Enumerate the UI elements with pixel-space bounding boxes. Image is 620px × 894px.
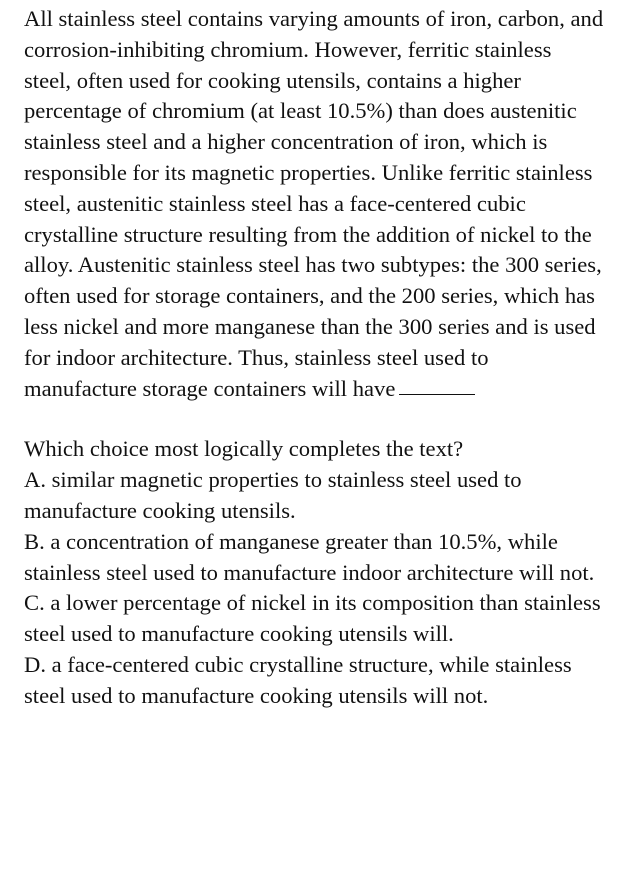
choice-d[interactable]	[24, 650, 604, 712]
passage-text: All stainless steel contains varying amounts of iron, carbon, and corrosion-inhibiting chromium. However, ferritic stainless steel, often used for cooking utensils, contains a higher percentage of chromium (at least 10.5%) than does austenitic stainless steel and a higher concentration of iron, which is responsible for its magnetic properties. Unlike ferritic stainless steel, austenitic stainless steel has a face-centered cubic crystalline structure resulting from the addition of nickel to the alloy. Austenitic stainless steel has two subtypes: the 300 series, often used for storage containers, and the 200 series, which has less nickel and more manganese than the 300 series and is used for indoor architecture. Thus, stainless steel used to manufacture storage containers will have	[24, 6, 604, 401]
choice-letter: D.	[24, 651, 46, 677]
choice-letter: B.	[24, 528, 45, 554]
choice-text: similar magnetic properties to stainless steel used to manufacture cooking utensils.	[24, 467, 522, 523]
choice-text: a lower percentage of nickel in its composition than stainless steel used to manufacture cooking utensils will.	[24, 590, 601, 647]
answer-choices	[24, 465, 604, 711]
choice-c[interactable]	[24, 588, 604, 650]
choice-letter: C.	[24, 590, 45, 616]
answer-blank	[399, 394, 475, 395]
question-prompt: Which choice most logically completes the text?	[24, 436, 464, 462]
choice-letter: A.	[24, 467, 46, 493]
document-page	[24, 4, 604, 712]
choice-a[interactable]	[24, 465, 604, 527]
choice-text: a concentration of manganese greater than 10.5%, while stainless steel used to manufacture indoor architecture will not.	[24, 528, 595, 585]
choice-b[interactable]	[24, 527, 604, 589]
passage	[24, 4, 604, 404]
choice-text: a face-centered cubic crystalline structure, while stainless steel used to manufacture cooking utensils will not.	[24, 651, 572, 708]
